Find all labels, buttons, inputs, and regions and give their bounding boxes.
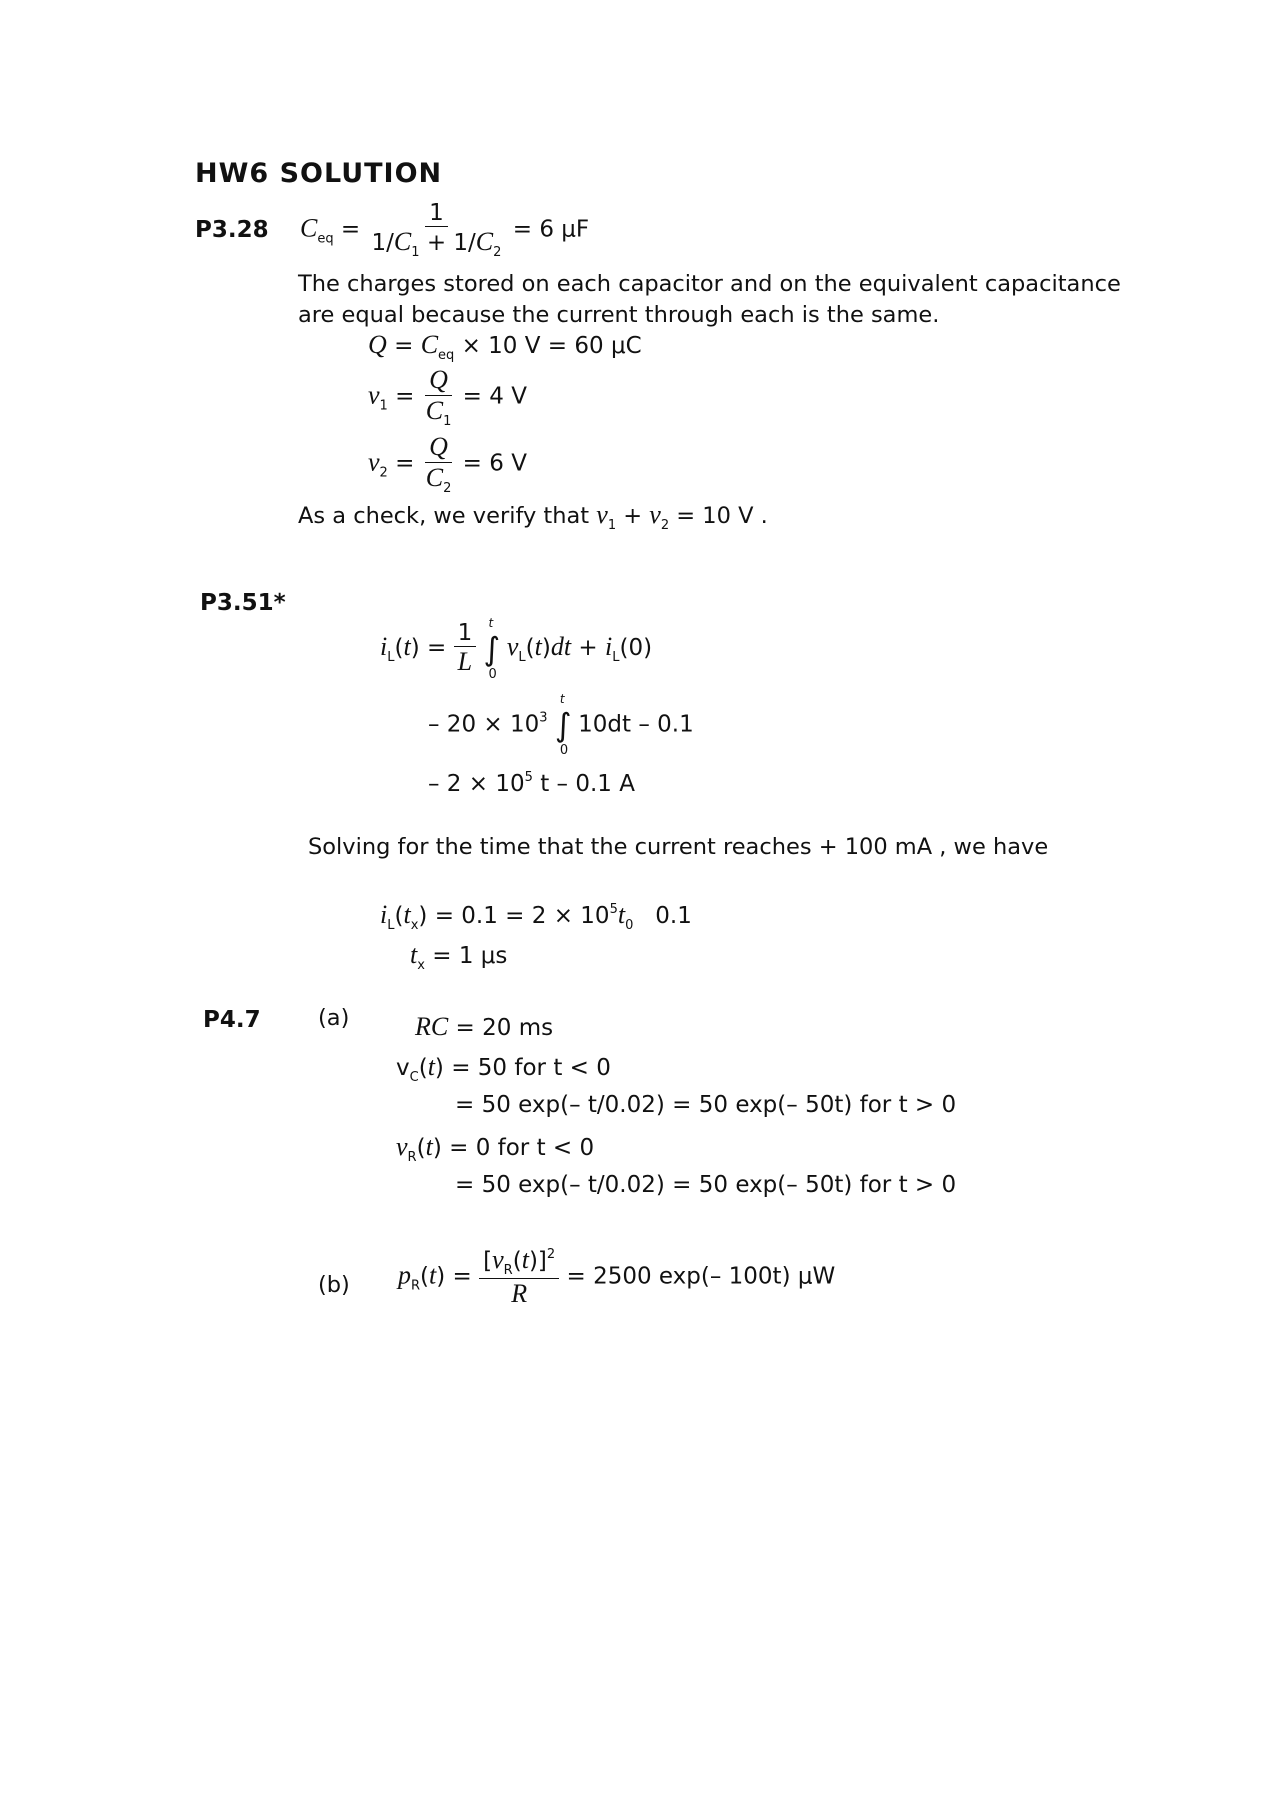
q-result: × 10 V = 60 μC xyxy=(461,333,642,359)
vr-line2: = 50 exp(– t/0.02) = 50 exp(– 50t) for t > 0 xyxy=(455,1172,957,1198)
page-title: HW6 SOLUTION xyxy=(195,158,443,189)
pr-equation: $p_R(t)$ = $\frac{[v_R(t)]^2}{R}$ = 2500 exp(– 100t) μW xyxy=(398,1245,836,1308)
part-b-label: (b) xyxy=(318,1272,350,1298)
solving-text: Solving for the time that the current reaches + 100 mA , we have xyxy=(308,834,1049,860)
p328-text-line2: are equal because the current through each is the same. xyxy=(298,302,940,328)
tx-result: $t_x = 1$ μs xyxy=(410,940,508,973)
ceq-result: = 6 μF xyxy=(512,216,590,243)
v2-result: = 6 V xyxy=(462,450,527,477)
vc-line1: $v_C(t) = 50$ for t < 0 xyxy=(396,1052,611,1085)
ceq-fraction: $\frac{1}{1/C_1 + 1/C_2}$ xyxy=(371,200,502,260)
il-line2: – $20 \times 10^3$ ∫ t 0 10dt – 0.1 xyxy=(428,692,694,758)
vr-line1: $v_R(t) = 0$ for t < 0 xyxy=(396,1132,595,1165)
problem-label-p351: P3.51* xyxy=(200,590,286,616)
integral-sign: ∫ t 0 xyxy=(483,615,501,682)
vc-line2: = 50 exp(– t/0.02) = 50 exp(– 50t) for t > 0 xyxy=(455,1092,957,1118)
v1-equation: $v_1$ = $\frac{Q}{C_1}$ = 4 V xyxy=(368,365,527,429)
v2-equation: $v_2$ = $\frac{Q}{C_2}$ = 6 V xyxy=(368,432,527,496)
tx-equation: $i_L(t_x) = 0.1 = 2 \times 10^5t_0$ 0.1 xyxy=(380,900,692,933)
q-equation: $Q = C_{eq} \times 10$ V = 60 μC xyxy=(368,330,642,363)
v1-result: = 4 V xyxy=(462,383,527,410)
problem-label-p47: P4.7 xyxy=(203,1007,261,1033)
il-line3: – $2 \times 10^5$ t – 0.1 A xyxy=(428,770,635,797)
check-line: As a check, we verify that $v_1 + v_2 = 10$ V . xyxy=(298,500,768,533)
ceq-equation: $C_{eq}$ = $\frac{1}{1/C_1 + 1/C_2}$ = 6 μF xyxy=(300,200,590,260)
part-a-label: (a) xyxy=(318,1005,350,1031)
rc-equation: RC = 20 ms xyxy=(415,1012,554,1041)
il-integral-equation: $i_L(t)$ = $\frac{1}{L}$ ∫ t 0 $v_L(t)dt + i_L(0)$ xyxy=(380,615,653,682)
problem-label-p328: P3.28 xyxy=(195,217,269,243)
p328-text-line1: The charges stored on each capacitor and on the equivalent capacitance xyxy=(298,271,1121,297)
